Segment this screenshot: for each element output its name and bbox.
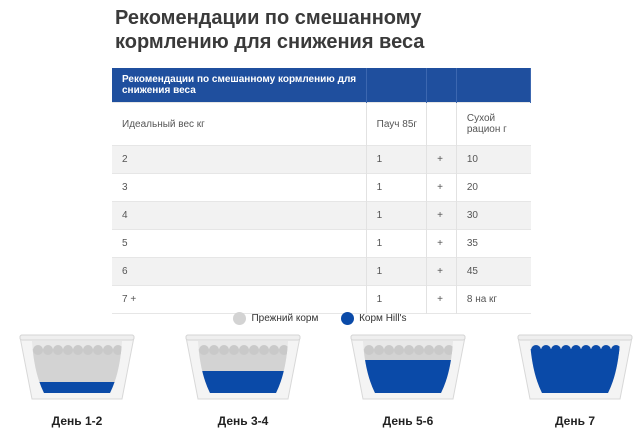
kibble xyxy=(199,345,209,355)
table-row: 2 1 + 10 xyxy=(112,146,531,174)
kibble xyxy=(541,345,551,355)
food-bowl-3 xyxy=(349,333,467,403)
table-row: 6 1 + 45 xyxy=(112,258,531,286)
col-plus xyxy=(427,103,457,146)
bowl-rim xyxy=(20,335,134,340)
table-header-row xyxy=(112,68,531,103)
table-row: 3 1 + 20 xyxy=(112,174,531,202)
kibble xyxy=(269,345,279,355)
kibble xyxy=(374,345,384,355)
kibble xyxy=(229,345,239,355)
col-dry: Сухой рацион г xyxy=(456,103,530,146)
kibble xyxy=(551,345,561,355)
kibble xyxy=(73,345,83,355)
day-label-2: День 3-4 xyxy=(217,414,269,428)
legend-hills: Корм Hill's xyxy=(341,312,406,325)
kibble xyxy=(209,345,219,355)
day-label-3: День 5-6 xyxy=(382,414,434,428)
kibble xyxy=(83,345,93,355)
kibble xyxy=(63,345,73,355)
bowl-rim xyxy=(186,335,300,340)
bowl-rim xyxy=(351,335,465,340)
kibble xyxy=(239,345,249,355)
kibble xyxy=(103,345,113,355)
column-header-row xyxy=(112,103,531,146)
kibble xyxy=(414,345,424,355)
kibble xyxy=(531,345,541,355)
food-bowl-4 xyxy=(516,333,634,403)
day-label-4: День 7 xyxy=(554,414,595,428)
kibble xyxy=(591,345,601,355)
kibble xyxy=(561,345,571,355)
kibble xyxy=(581,345,591,355)
bowl-rim xyxy=(518,335,632,340)
legend-previous: Прежний корм xyxy=(233,312,318,325)
kibble xyxy=(259,345,269,355)
kibble xyxy=(404,345,414,355)
kibble xyxy=(33,345,43,355)
kibble xyxy=(249,345,259,355)
kibble xyxy=(43,345,53,355)
kibble xyxy=(384,345,394,355)
kibble xyxy=(571,345,581,355)
kibble xyxy=(394,345,404,355)
food-bowl-1 xyxy=(18,333,136,403)
feeding-table xyxy=(112,68,531,314)
table-row: 5 1 + 35 xyxy=(112,230,531,258)
blue-dot-icon xyxy=(341,312,354,325)
kibble xyxy=(434,345,444,355)
kibble xyxy=(219,345,229,355)
col-pouch: Пауч 85г xyxy=(366,103,426,146)
col-ideal-weight: Идеальный вес кг xyxy=(112,103,366,146)
kibble xyxy=(601,345,611,355)
kibble xyxy=(53,345,63,355)
table-header: Рекомендации по смешанному кормлению для снижения веса xyxy=(112,68,366,103)
kibble xyxy=(424,345,434,355)
day-label-1: День 1-2 xyxy=(51,414,103,428)
page-title: Рекомендации по смешанному кормлению для снижения веса xyxy=(115,7,425,53)
legend xyxy=(0,312,640,328)
food-bowl-2 xyxy=(184,333,302,403)
table-row: 7 + 1 + 8 на кг xyxy=(112,286,531,314)
kibble xyxy=(93,345,103,355)
table-row: 4 1 + 30 xyxy=(112,202,531,230)
kibble xyxy=(364,345,374,355)
gray-dot-icon xyxy=(233,312,246,325)
